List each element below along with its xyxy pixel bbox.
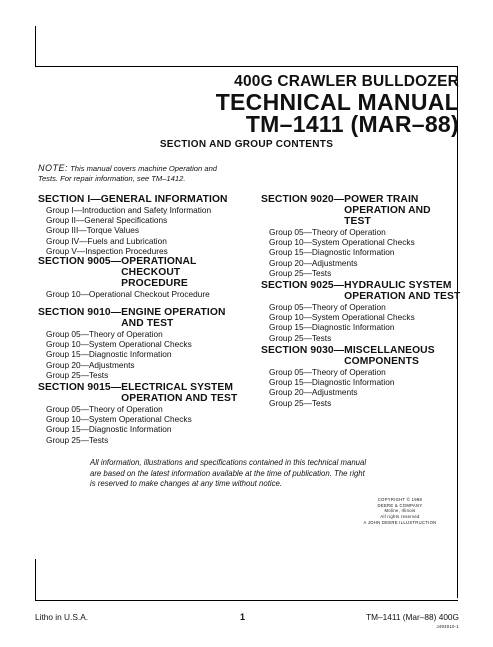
copyright-line: DEERE & COMPANY (377, 502, 423, 508)
group-item: Group V—Inspection Procedures (46, 245, 168, 256)
copyright-line: COPYRIGHT © 1988 (377, 497, 423, 502)
group-item: Group 25—Tests (269, 397, 332, 408)
group-item: Group 10—Operational Checkout Procedure (46, 289, 210, 299)
group-item: Group IV—Fuels and Lubrication (46, 235, 167, 246)
group-item: Group I—Introduction and Safety Information (46, 205, 212, 215)
group-item: Group 10—System Operational Checks (46, 339, 192, 350)
left-edge-rule-upper (35, 26, 36, 67)
group-item: Group II—General Specifications (46, 215, 168, 226)
footer-code: J493010-1 (436, 624, 459, 629)
top-rule (35, 66, 458, 67)
section-9005 (38, 256, 238, 299)
section-title: POWER TRAIN OPERATION AND TEST (344, 194, 431, 227)
section-title: MISCELLANEOUS COMPONENTS (344, 345, 435, 367)
copyright-line: Moline, Illinois (384, 508, 416, 514)
group-item: Group 10—System Operational Checks (269, 237, 415, 248)
group-item: Group 10—System Operational Checks (46, 414, 192, 425)
group-item: Group 15—Diagnostic Information (46, 424, 172, 435)
footer-manual-id: TM–1411 (Mar–88) 400G (366, 612, 459, 622)
group-item: Group 05—Theory of Operation (46, 404, 163, 414)
page-number: 1 (240, 612, 246, 622)
section-title: ELECTRICAL SYSTEM OPERATION AND TEST (121, 382, 238, 404)
disclaimer-line-2: are based on the latest information available at the time of publication. The right (90, 468, 365, 478)
disclaimer (90, 458, 430, 490)
group-item: Group 25—Tests (46, 434, 109, 445)
section-9015 (38, 382, 238, 445)
group-item: Group III—Torque Values (46, 225, 140, 236)
copyright-block (360, 497, 440, 526)
section-9025 (261, 280, 461, 343)
section-number: SECTION 9025— (261, 280, 345, 291)
group-item: Group 25—Tests (46, 369, 109, 380)
section-title: GENERAL INFORMATION (100, 194, 228, 205)
manual-subtitle: 400G CRAWLER BULLDOZER (234, 73, 459, 90)
section-9020 (261, 194, 461, 278)
group-item: Group 25—Tests (269, 332, 332, 343)
footer-litho: Litho in U.S.A. (35, 612, 89, 622)
group-item: Group 20—Adjustments (269, 387, 358, 398)
section-number: SECTION I— (38, 194, 101, 205)
disclaimer-line-1: All information, illustrations and specifications contained in this technical manual (90, 458, 367, 467)
group-item: Group 20—Adjustments (269, 257, 358, 268)
group-item: Group 15—Diagnostic Information (269, 377, 395, 388)
note-line-2: Tests. For repair information, see TM–1412. (38, 174, 186, 183)
group-item: Group 05—Theory of Operation (269, 367, 386, 377)
note-block (38, 163, 243, 184)
section-9010 (38, 307, 238, 380)
disclaimer-line-3: is reserved to make changes at any time without notice. (90, 479, 282, 488)
section-number: SECTION 9010— (38, 307, 122, 318)
group-item: Group 20—Adjustments (46, 359, 135, 370)
section-9030 (261, 345, 461, 408)
copyright-line: All rights reserved (380, 514, 420, 520)
note-label: NOTE: (38, 163, 69, 173)
section-title: HYDRAULIC SYSTEM OPERATION AND TEST (344, 280, 461, 302)
left-edge-rule-lower (35, 559, 36, 601)
group-item: Group 15—Diagnostic Information (269, 322, 395, 333)
group-item: Group 15—Diagnostic Information (46, 349, 172, 360)
group-item: Group 10—System Operational Checks (269, 312, 415, 323)
group-item: Group 25—Tests (269, 267, 332, 278)
manual-number: TM–1411 (MAR–88) (245, 111, 459, 137)
group-item: Group 05—Theory of Operation (269, 227, 386, 237)
group-item: Group 05—Theory of Operation (46, 329, 163, 339)
section-number: SECTION 9005— (38, 256, 122, 267)
section-title: OPERATIONAL CHECKOUT PROCEDURE (121, 256, 197, 289)
section-i (38, 194, 238, 256)
copyright-line: A JOHN DEERE ILLUSTRUCTION (363, 519, 437, 525)
section-number: SECTION 9030— (261, 345, 345, 356)
contents-heading: SECTION AND GROUP CONTENTS (159, 139, 334, 150)
note-line-1: This manual covers machine Operation and (70, 164, 218, 173)
section-number: SECTION 9020— (261, 194, 345, 205)
section-number: SECTION 9015— (38, 382, 122, 393)
group-item: Group 05—Theory of Operation (269, 302, 386, 312)
bottom-rule (35, 600, 458, 601)
section-title: ENGINE OPERATION AND TEST (121, 307, 226, 329)
manual-title: TECHNICAL MANUAL (215, 89, 459, 115)
group-item: Group 15—Diagnostic Information (269, 247, 395, 258)
